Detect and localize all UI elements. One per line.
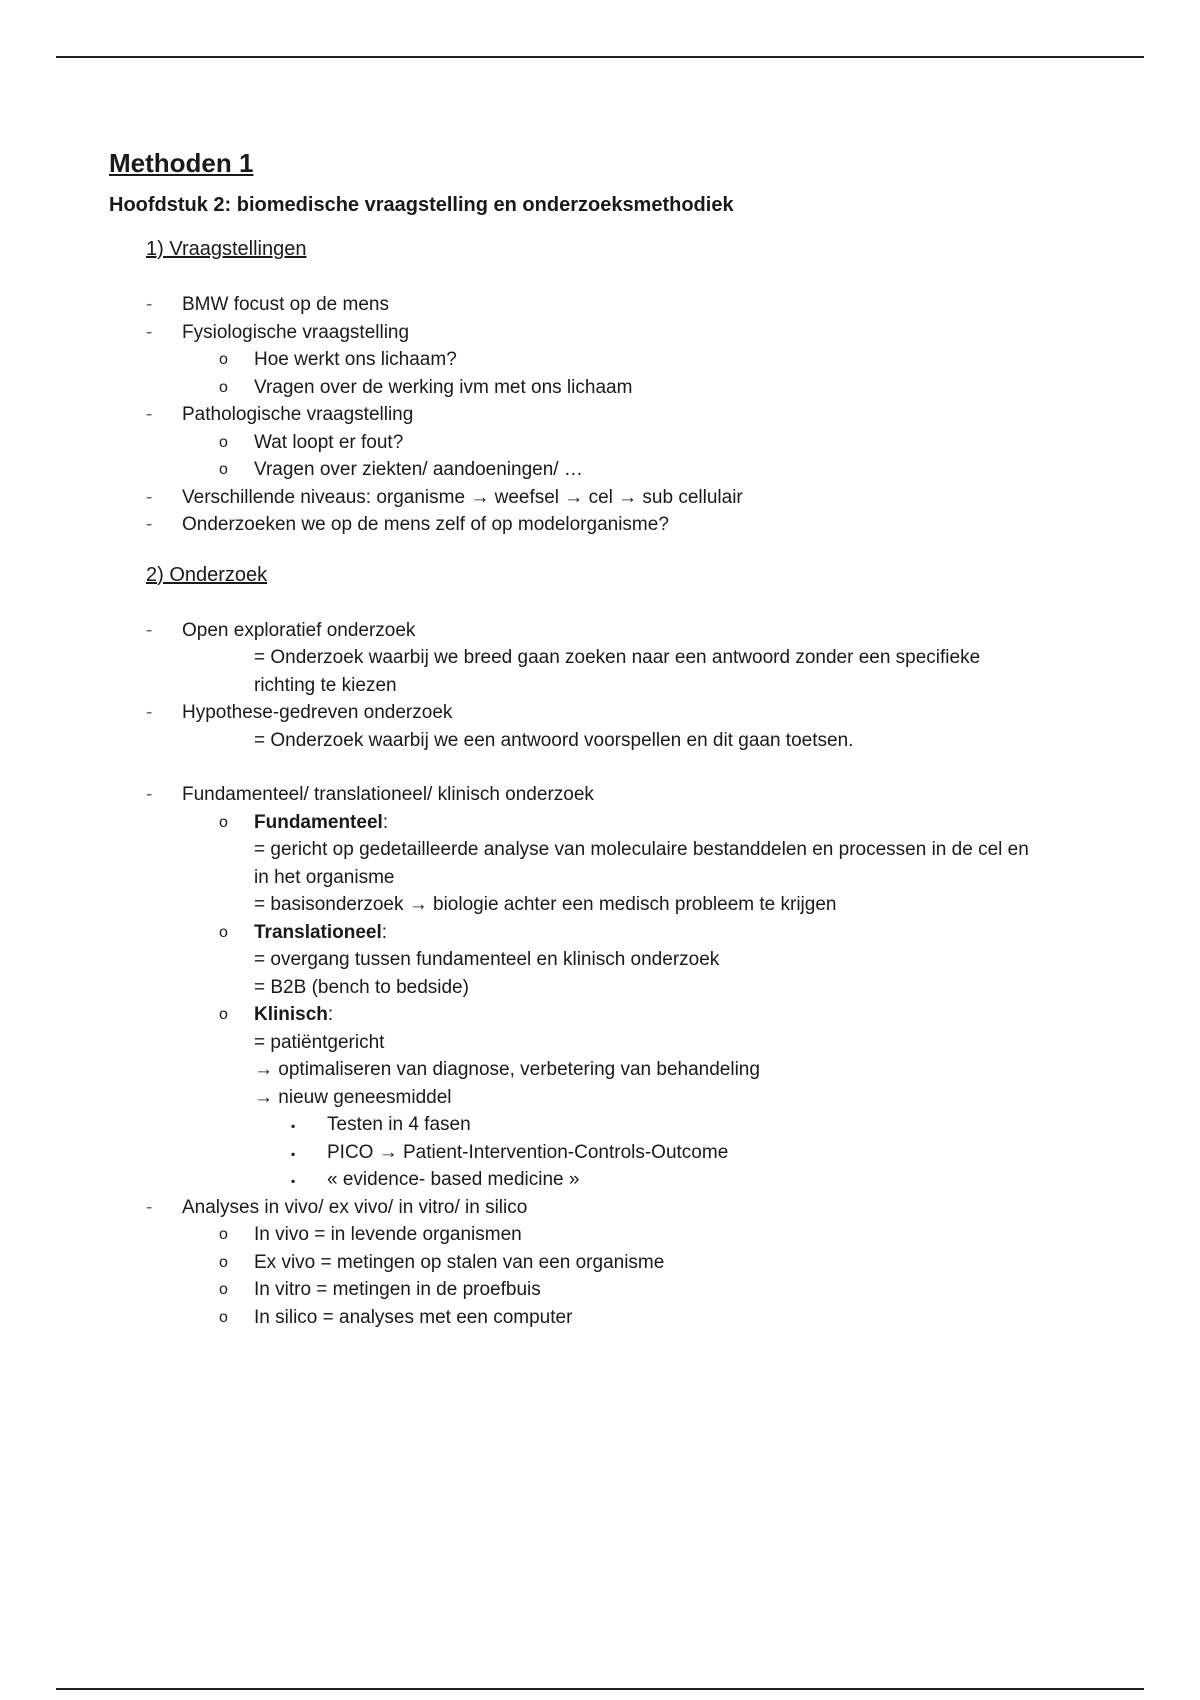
- list-subitem-klinisch: o Klinisch:: [219, 1004, 334, 1025]
- header-rule: [56, 56, 1144, 58]
- list-subitem: o Ex vivo = metingen op stalen van een organisme: [219, 1251, 665, 1273]
- list-subsubitem: ▪ PICO → Patient-Intervention-Controls-Outcome: [291, 1141, 729, 1163]
- list-subitem: o In vivo = in levende organismen: [219, 1224, 522, 1245]
- document-title: Methoden 1: [109, 148, 254, 178]
- list-subsubitem: ▪ « evidence- based medicine »: [291, 1169, 580, 1190]
- definition-line: = gericht op gedetailleerde analyse van moleculaire bestanddelen en processen in de cel en: [254, 839, 1029, 860]
- list-item: - Open exploratief onderzoek: [146, 619, 416, 641]
- footer-rule: [56, 1688, 1144, 1690]
- list-item: - Fysiologische vraagstelling: [146, 321, 410, 343]
- list-subsubitem: ▪ Testen in 4 fasen: [291, 1114, 471, 1135]
- list-item: - Pathologische vraagstelling: [146, 404, 414, 425]
- definition-line: in het organisme: [254, 866, 395, 888]
- list-item: - Fundamenteel/ translationeel/ klinisch onderzoek: [146, 784, 594, 805]
- definition-line: = Onderzoek waarbij we een antwoord voorspellen en dit gaan toetsen.: [254, 729, 854, 751]
- list-subitem: o Vragen over de werking ivm met ons lichaam: [219, 376, 633, 398]
- chapter-heading: Hoofdstuk 2: biomedische vraagstelling en onderzoeksmethodiek: [109, 194, 734, 216]
- definition-line: → nieuw geneesmiddel: [254, 1086, 452, 1108]
- definition-line: = Onderzoek waarbij we breed gaan zoeken naar een antwoord zonder een specifieke: [254, 647, 981, 668]
- list-item: - Analyses in vivo/ ex vivo/ in vitro/ in silico: [146, 1196, 528, 1218]
- list-item: - BMW focust op de mens: [146, 294, 389, 315]
- document-page: [109, 147, 1109, 1331]
- list-subitem-fundamenteel: o Fundamenteel:: [219, 811, 389, 833]
- section-heading-vraagstellingen: 1) Vraagstellingen: [146, 238, 307, 260]
- list-subitem: o Vragen over ziekten/ aandoeningen/ …: [219, 459, 583, 480]
- list-item: - Verschillende niveaus: organisme → weefsel → cel → sub cellulair: [146, 486, 743, 508]
- definition-line: = B2B (bench to bedside): [254, 976, 469, 998]
- section-heading-onderzoek: 2) Onderzoek: [146, 563, 268, 586]
- definition-line: = overgang tussen fundamenteel en klinisch onderzoek: [254, 949, 720, 970]
- definition-line: = basisonderzoek → biologie achter een medisch probleem te krijgen: [254, 894, 837, 915]
- list-subitem: o Wat loopt er fout?: [219, 431, 404, 453]
- definition-line: = patiëntgericht: [254, 1031, 385, 1053]
- list-subitem: o Hoe werkt ons lichaam?: [219, 349, 457, 370]
- definition-line: → optimaliseren van diagnose, verbetering van behandeling: [254, 1059, 760, 1080]
- list-item: - Hypothese-gedreven onderzoek: [146, 702, 453, 723]
- list-item: - Onderzoeken we op de mens zelf of op modelorganisme?: [146, 514, 669, 535]
- definition-line: richting te kiezen: [254, 674, 397, 696]
- list-subitem: o In vitro = metingen in de proefbuis: [219, 1279, 541, 1300]
- list-subitem: o In silico = analyses met een computer: [219, 1306, 573, 1328]
- list-subitem-translationeel: o Translationeel:: [219, 921, 388, 943]
